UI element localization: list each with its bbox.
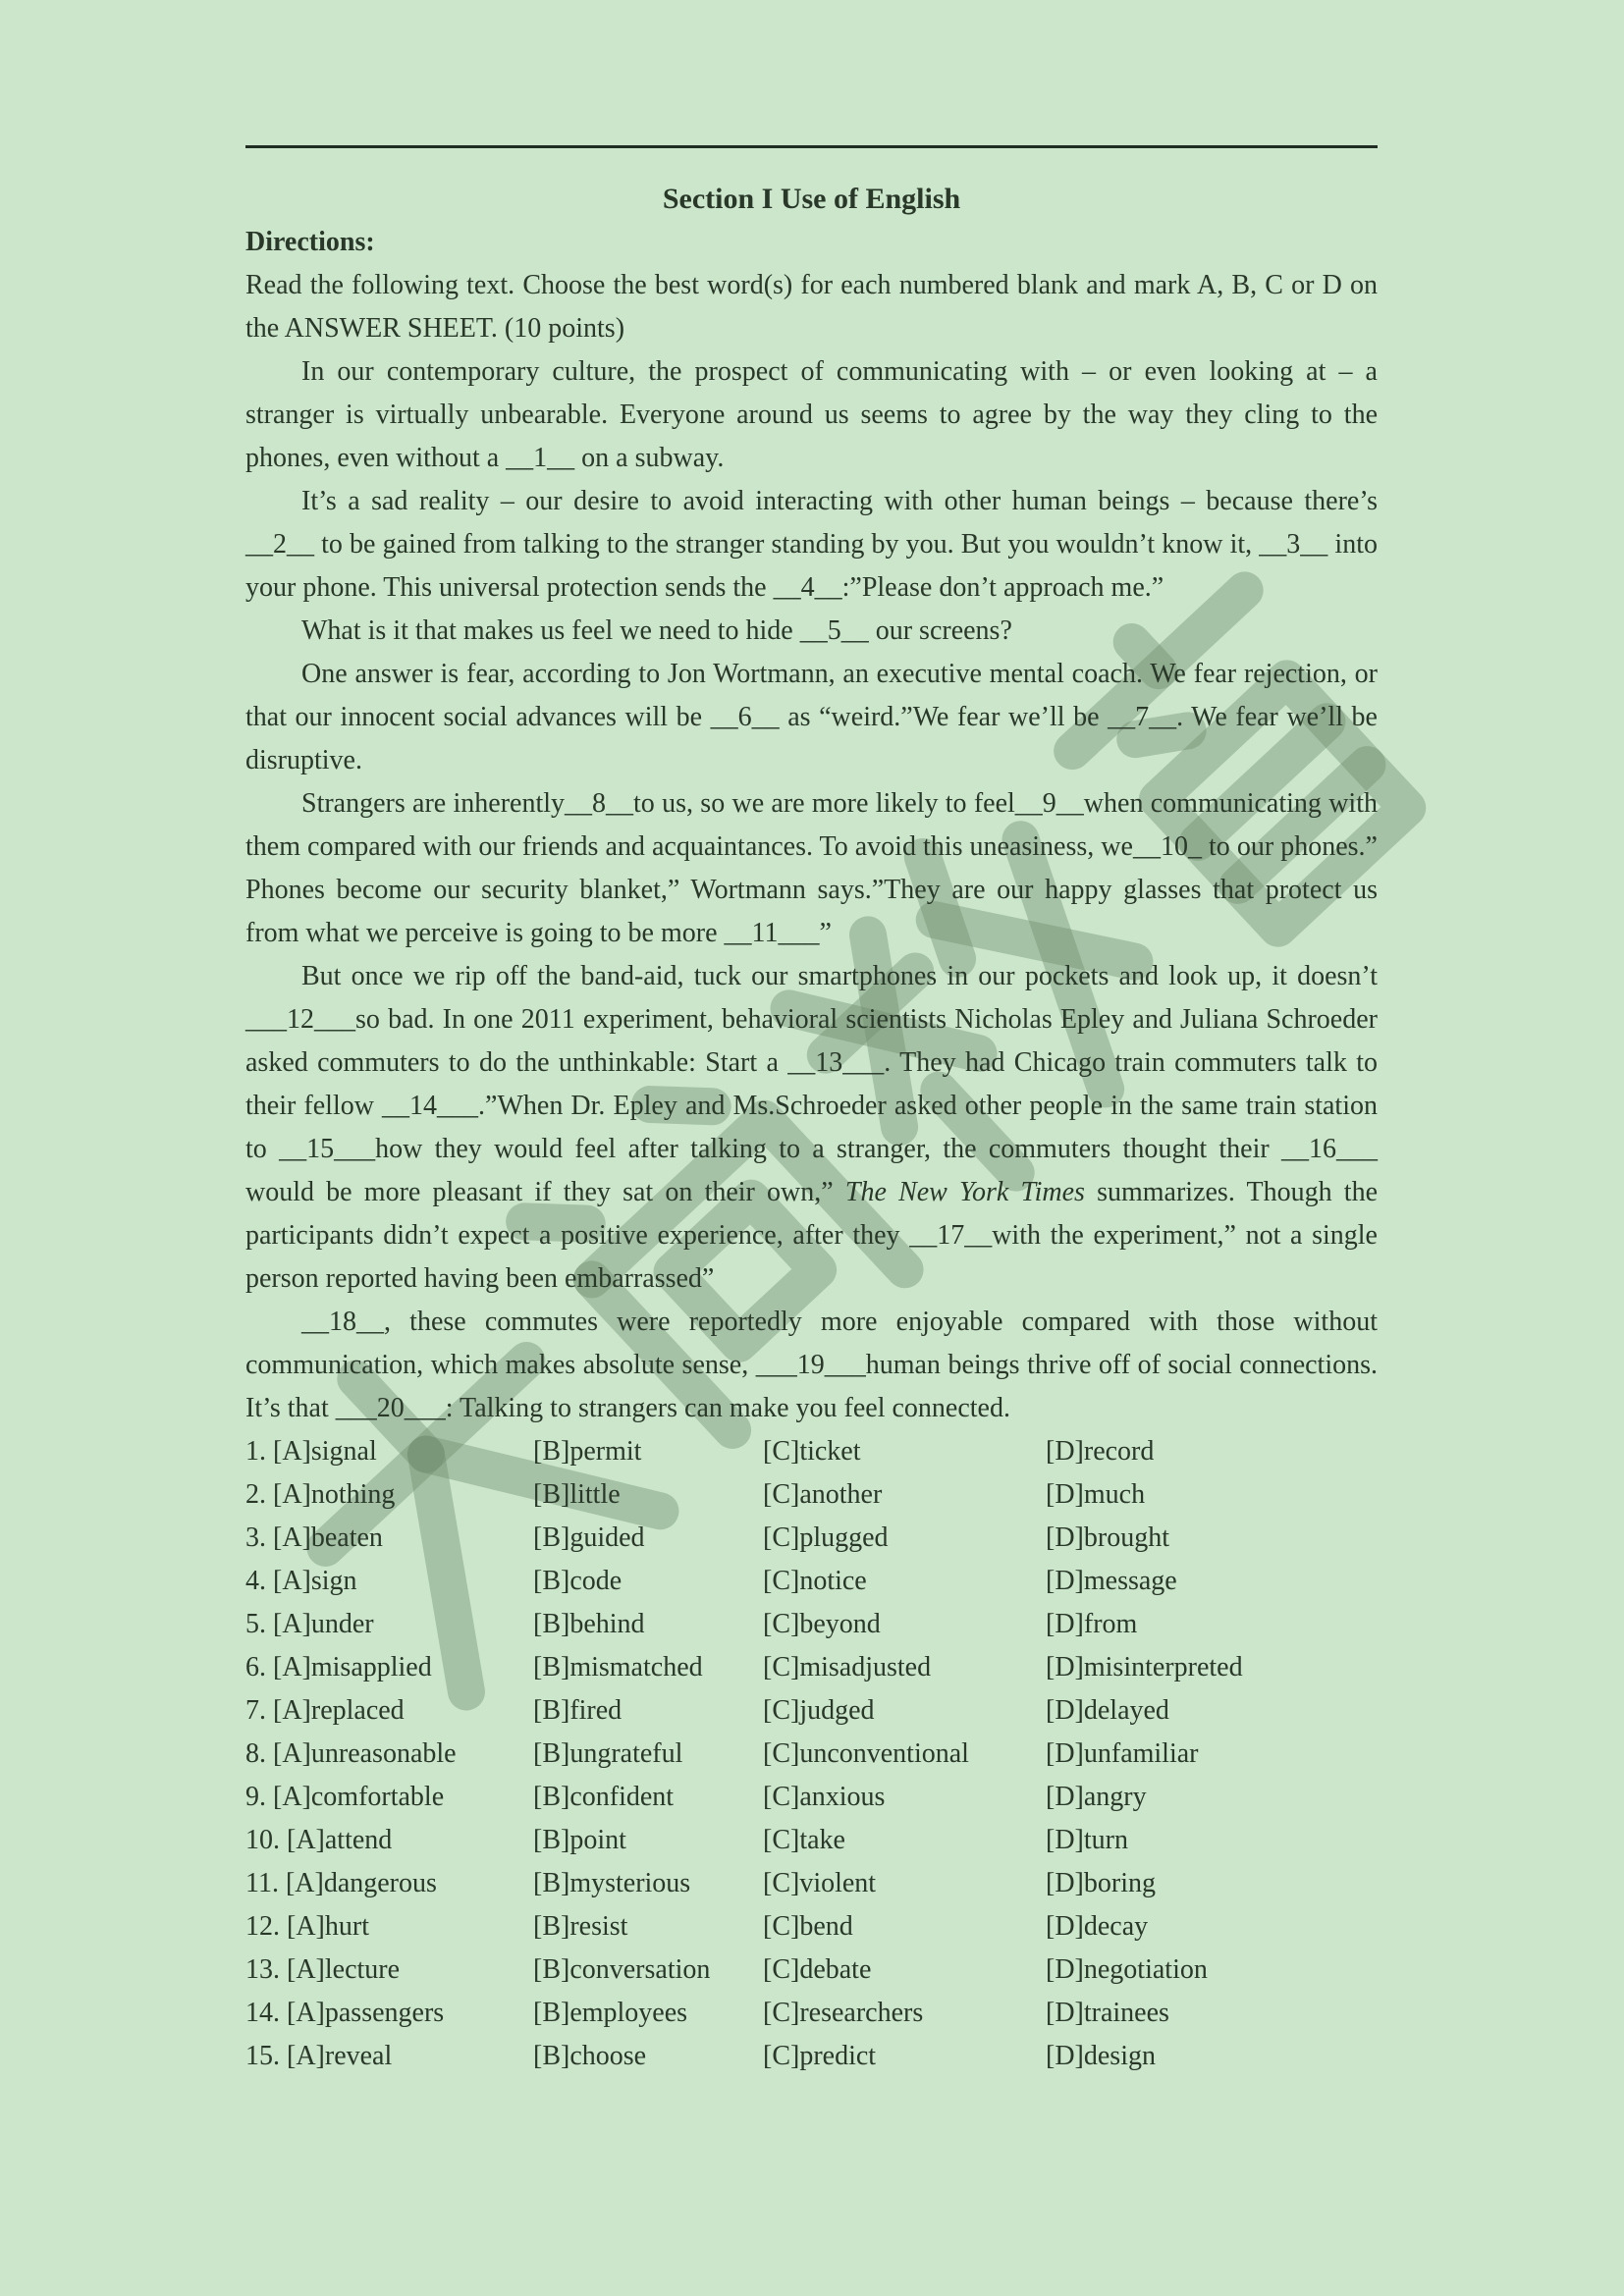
option-row <box>245 2035 1378 2078</box>
passage-paragraph: But once we rip off the band-aid, tuck our smartphones in our pockets and look up, it doesn’t ___12___so bad. In one 2011 experiment, behavioral scientists Nicholas Epley and Juliana Schroeder asked commuters to do the unthinkable: Start a __13___. They had Chicago train commuters talk to their fellow __14___.”When Dr. Epley and Ms.Schroeder asked other people in the same train station to __15___how they would feel after talking to a stranger, the commuters thought their __16___ would be more pleasant if they sat on their own,” The New York Times summarizes. Though the participants didn’t expect a positive experience, after they __17__with the experiment,” not a single person reported having been embarrassed” <box>245 961 1378 1294</box>
option-c: [C]researchers <box>763 1998 924 2028</box>
option-row <box>245 1603 1378 1646</box>
option-row <box>245 1862 1378 1905</box>
option-number-and-a: 10. [A]attend <box>245 1825 393 1855</box>
passage-paragraph: It’s a sad reality – our desire to avoid interacting with other human beings – because there’s __2__ to be gained from talking to the stranger standing by you. But you wouldn’t know it, __3__ into your phone. This universal protection sends the __4__:”Please don’t approach me.” <box>245 486 1378 603</box>
option-number-and-a: 5. [A]under <box>245 1609 374 1639</box>
option-b: [B]mismatched <box>533 1652 703 1682</box>
option-c: [C]plugged <box>763 1522 889 1553</box>
option-number-and-a: 6. [A]misapplied <box>245 1652 432 1682</box>
option-d: [D]angry <box>1046 1782 1147 1812</box>
passage-paragraph: One answer is fear, according to Jon Wortmann, an executive mental coach. We fear rejection, or that our innocent social advances will be __6__ as “weird.”We fear we’ll be __7__. We fear we’ll be disruptive. <box>245 659 1378 775</box>
exam-page-content <box>245 0 1378 2078</box>
options-list <box>245 1430 1378 2078</box>
option-number-and-a: 7. [A]replaced <box>245 1695 405 1726</box>
option-d: [D]much <box>1046 1479 1146 1510</box>
option-row <box>245 1776 1378 1819</box>
option-number-and-a: 13. [A]lecture <box>245 1954 401 1985</box>
option-number-and-a: 1. [A]signal <box>245 1436 377 1467</box>
option-c: [C]violent <box>763 1868 877 1898</box>
directions-label: Directions: <box>245 227 375 257</box>
option-row <box>245 1473 1378 1517</box>
passage <box>245 350 1378 1430</box>
option-c: [C]unconventional <box>763 1738 969 1769</box>
option-b: [B]point <box>533 1825 626 1855</box>
option-d: [D]misinterpreted <box>1046 1652 1243 1682</box>
option-c: [C]predict <box>763 2041 877 2071</box>
option-row <box>245 1949 1378 1992</box>
option-b: [B]ungrateful <box>533 1738 683 1769</box>
option-row <box>245 1430 1378 1473</box>
option-b: [B]choose <box>533 2041 647 2071</box>
directions-text: Read the following text. Choose the best word(s) for each numbered blank and mark A, B, C or D on the ANSWER SHEET. (10 points) <box>245 270 1378 344</box>
option-d: [D]negotiation <box>1046 1954 1208 1985</box>
option-b: [B]permit <box>533 1436 642 1467</box>
option-d: [D]boring <box>1046 1868 1156 1898</box>
option-c: [C]judged <box>763 1695 875 1726</box>
passage-paragraph: What is it that makes us feel we need to hide __5__ our screens? <box>301 615 1012 646</box>
option-c: [C]bend <box>763 1911 853 1942</box>
option-d: [D]decay <box>1046 1911 1149 1942</box>
option-number-and-a: 2. [A]nothing <box>245 1479 396 1510</box>
option-d: [D]unfamiliar <box>1046 1738 1199 1769</box>
option-number-and-a: 3. [A]beaten <box>245 1522 383 1553</box>
option-d: [D]from <box>1046 1609 1138 1639</box>
option-row <box>245 1689 1378 1733</box>
option-row <box>245 1560 1378 1603</box>
option-d: [D]message <box>1046 1566 1177 1596</box>
option-number-and-a: 15. [A]reveal <box>245 2041 393 2071</box>
option-number-and-a: 9. [A]comfortable <box>245 1782 445 1812</box>
option-b: [B]employees <box>533 1998 688 2028</box>
option-b: [B]guided <box>533 1522 645 1553</box>
option-row <box>245 1819 1378 1862</box>
option-b: [B]fired <box>533 1695 623 1726</box>
section-title: Section I Use of English <box>662 183 961 215</box>
option-b: [B]resist <box>533 1911 628 1942</box>
passage-paragraph: In our contemporary culture, the prospect of communicating with – or even looking at – a stranger is virtually unbearable. Everyone around us seems to agree by the way they cling to the phones, even without a __1__ on a subway. <box>245 356 1378 473</box>
option-b: [B]conversation <box>533 1954 711 1985</box>
option-row <box>245 1733 1378 1776</box>
option-b: [B]code <box>533 1566 623 1596</box>
option-c: [C]misadjusted <box>763 1652 932 1682</box>
option-d: [D]trainees <box>1046 1998 1169 2028</box>
option-row <box>245 1646 1378 1689</box>
option-d: [D]record <box>1046 1436 1155 1467</box>
option-c: [C]another <box>763 1479 883 1510</box>
option-d: [D]delayed <box>1046 1695 1169 1726</box>
top-rule <box>245 145 1378 148</box>
option-number-and-a: 14. [A]passengers <box>245 1998 445 2028</box>
passage-paragraph: __18__, these commutes were reportedly more enjoyable compared with those without communication, which makes absolute sense, ___19___human beings thrive off of social connections. It’s that ___20___: Talking to strangers can make you feel connected. <box>245 1307 1378 1423</box>
option-number-and-a: 11. [A]dangerous <box>245 1868 437 1898</box>
option-number-and-a: 8. [A]unreasonable <box>245 1738 457 1769</box>
option-b: [B]little <box>533 1479 621 1510</box>
option-number-and-a: 4. [A]sign <box>245 1566 357 1596</box>
option-c: [C]beyond <box>763 1609 881 1639</box>
option-d: [D]turn <box>1046 1825 1128 1855</box>
passage-paragraph: Strangers are inherently__8__to us, so we are more likely to feel__9__when communicating with them compared with our friends and acquaintances. To avoid this uneasiness, we__10_ to our phones.” Phones become our security blanket,” Wortmann says.”They are our happy glasses that protect us from what we perceive is going to be more __11___” <box>245 788 1378 948</box>
option-c: [C]debate <box>763 1954 872 1985</box>
option-c: [C]take <box>763 1825 845 1855</box>
option-row <box>245 1905 1378 1949</box>
option-row <box>245 1992 1378 2035</box>
option-c: [C]ticket <box>763 1436 861 1467</box>
option-d: [D]brought <box>1046 1522 1169 1553</box>
option-b: [B]behind <box>533 1609 645 1639</box>
option-d: [D]design <box>1046 2041 1156 2071</box>
option-b: [B]mysterious <box>533 1868 691 1898</box>
option-c: [C]anxious <box>763 1782 886 1812</box>
option-row <box>245 1517 1378 1560</box>
option-b: [B]confident <box>533 1782 675 1812</box>
option-number-and-a: 12. [A]hurt <box>245 1911 369 1942</box>
option-c: [C]notice <box>763 1566 867 1596</box>
